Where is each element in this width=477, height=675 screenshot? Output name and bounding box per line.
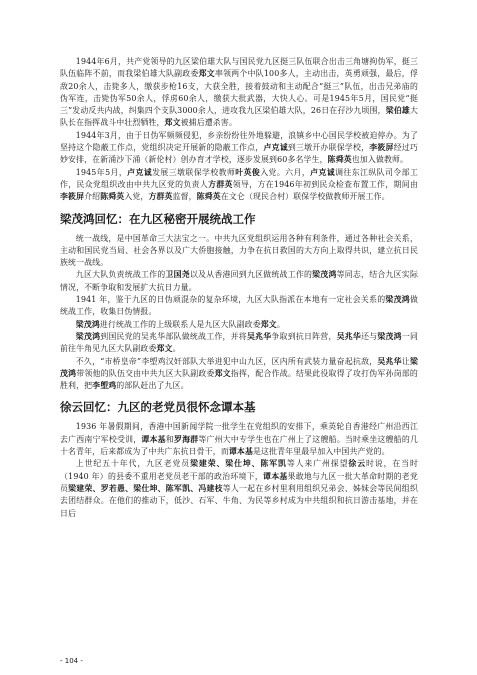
body-text: 果敢地与九区一批大革命时期的老党员 [60,471,419,493]
body-text: 带领他的队伍交由中共九区大队副政委 [76,368,215,378]
bold-name-text: 谭本基 [263,471,288,481]
body-text: 是这批青年里最早加入中国共产党的。 [252,447,390,457]
body-text: 指挥，配合作战。结果此役取得了攻打伪军孙岗部的胜利，把 [60,368,418,391]
section-1-paragraph [60,269,418,294]
bold-name-text: 卢克诚 [263,143,288,153]
body-text: 大队长在指挥战斗中壮烈牺牲， [60,106,419,128]
bold-name-text: 郑文 [198,69,215,79]
bold-name-text: 李筱屏 [60,192,85,202]
section-2-body [60,421,418,519]
section-1-paragraph [60,319,418,331]
body-text: 被捕后遭杀害。 [180,118,237,128]
bold-name-text: 谭本基 [228,447,253,457]
bold-name-text: 陈舜英 [327,155,352,165]
body-text: 等人来广州探望 [286,459,349,469]
section-1-paragraph [60,356,418,393]
bold-name-text: 陈舜英 [196,192,221,202]
body-text: 入党， [124,192,149,202]
bold-name-text: 郑文 [214,368,231,378]
body-text: 等广州大中专学生也在广州上了这艘船。当时乘坐这艘船的几十名青年，后来都成为了中共广东抗日骨干，而 [60,434,418,457]
body-text: 率领两个中队100多人，主动出击，英勇顽强，最后，俘敌20余人，击毙多人，缴获步枪16支，大获全胜，接着鼓动和主动配合“挺三”队伍，出击兄弟庙的伪军连，击毙伪军50余人，俘虏60余人，缴获大批武器，大快人心。可是1945年5月，国民党“挺三”发动反共内战，纠集四个支队3000余人，进攻我九区梁伯雄大队，26日在孖沙九顷围， [60,69,418,116]
body-text: 调往东江纵队司令部工作，民众党组织改由中共九区党的负责人 [60,167,418,189]
bold-name-text: 梁建荣、罗若愚、梁仕坤、陈军凯、冯建枝 [68,483,223,493]
bold-name-text: 吴兆华 [377,356,402,366]
body-text: 1945年5月， [75,167,128,177]
body-text: 以及从香港回到九区做统战工作的 [189,270,313,280]
body-text: 让 [401,356,410,366]
body-text: 一同前往牛角见九区大队副政委 [60,331,419,354]
bold-name-text: 梁茂鸿 [312,270,337,280]
bold-name-text: 吴兆华 [246,331,272,341]
bold-name-text: 梁建荣、梁仕坤、陈军凯 [190,459,287,469]
section-1-body [60,233,418,393]
body-text: 做统战工作，收集日伪情报。 [60,295,418,317]
bold-name-text: 郑文 [260,319,277,329]
bold-name-text: 吴兆华 [336,331,362,341]
body-text: 上世纪五十年代，九区老党员 [75,459,191,469]
body-text: 在文仑（现民合村）联保学校做教师开展工作。 [220,192,390,202]
section-1-paragraph [60,331,418,356]
body-text: 进行统战工作的上级联系人是九区大队副政委 [99,319,261,329]
body-text: 九区大队负责统战工作的 [75,270,166,280]
body-text: 也加入做教师。 [351,155,409,165]
bold-name-text: 叶英俊 [235,167,261,177]
body-text: 的部队赶出了九区。 [116,381,189,391]
body-text: 1941 年，鉴于九区的日伪顽混杂的复杂环境，九区大队指派在本地有一定社会关系的 [75,295,386,305]
body-text: 时说，在当时（1940 年）的县委不重用老党员老干部的政治环境下， [60,459,419,481]
body-text: 争取到抗日阵营， [271,331,337,341]
section-2-paragraph [60,458,418,519]
intro-section [60,56,418,204]
bold-name-text: 梁茂鸿 [75,331,101,341]
bold-name-text: 卢克诚 [310,167,336,177]
body-text: 等人一起在乡村里利用组织兄弟会、姊妹会等民间组织去团结群众。在他们的推动下，低沙、石军、牛角、为民等乡村成为中共组织和抗日游击基地，并在日后 [60,483,418,518]
body-text: 。 [276,319,285,329]
bold-name-text: 罗海群 [173,434,199,444]
bold-name-text: 徐云 [348,459,366,469]
bold-name-text: 郑文 [156,344,173,354]
bold-name-text: 李塱鸡 [92,381,117,391]
bold-name-text: 卫国尧 [165,270,190,280]
section-1-paragraph [60,233,418,270]
body-text: 等同志，结合九区实际情况，不断争取和发展扩大抗日力量。 [60,270,418,292]
bold-name-text: 梁茂鸿 [75,319,100,329]
intro-paragraph [60,130,418,167]
body-text: 领导，方在1946年初到民众检查布置工作，期间由 [232,179,419,189]
body-text: 监督， [172,192,197,202]
body-text: 入党。六月， [260,167,311,177]
section-1-paragraph [60,294,418,319]
bold-name-text: 梁茂鸿 [385,295,410,305]
body-text: 1944年3月，由于日伪军频频侵犯，乡亲纷纷往外地躲避，浪镇乡中心国民学校被迫停办。为了坚持这个隐蔽工作点，党组织决定开展新的隐蔽工作点， [60,130,418,153]
document-page [60,56,418,520]
body-text: 到国民党的吴兆华部队做统战工作，并将 [100,331,247,341]
body-text: 和 [165,434,174,444]
bold-name-text: 方群英 [148,192,173,202]
body-text: 不久，“市桥皇帝”李塱鸡汉奸部队大举进犯中山九区，区内所有武装力量奋起抗敌， [75,356,378,366]
bold-name-text: 李筱屏 [369,143,394,153]
intro-paragraph [60,56,418,130]
body-text: 。 [172,344,181,354]
bold-name-text: 卢克诚 [127,167,153,177]
section-heading-1: 梁茂鸿回忆：在九区秘密开展统战工作 [60,211,256,226]
body-text: 统一战线，是中国革命三大法宝之一。中共九区党组织运用各种有利条件，通过各种社会关系，主动和国民党当局、社会各界以及广大侨胞接触，力争在抗日救国的大方向上取得共识，建立抗日民族统一战线。 [60,233,418,268]
bold-name-text: 梁茂鸿 [60,356,418,378]
body-text: 1944年6月，共产党领导的九区梁伯雄大队与国民党九区挺三队伍联合出击三角塘拘伪军，挺三队伍临阵不前，而我梁伯雄大队副政委 [60,57,418,79]
body-text: 还与 [361,331,378,341]
intro-paragraph [60,167,418,204]
body-text: 经过巧妙安排，在新涌沙下涌（新伦村）创办育才学校，逐步发展到60多名学生， [60,143,419,165]
section-heading-2: 徐云回忆：九区的老党员很怀念谭本基 [60,400,256,415]
body-text: 到三墩开办联保学校， [287,143,370,153]
bold-name-text: 梁茂鸿 [377,331,402,341]
section-2-paragraph [60,421,418,458]
body-text: 1936 年暑假期间，香港中国新闻学院一批学生在党组织的安排下，乘英轮自香港经广州沿西江去广西南宁军校受训， [60,422,418,444]
body-text: 发展三墩联保学校教师 [152,167,236,177]
bold-name-text: 梁伯雄 [385,106,410,116]
page-number: - 104 - [60,657,83,665]
body-text: 介绍 [84,192,101,202]
bold-name-text: 郑文 [164,118,181,128]
bold-name-text: 谭本基 [141,434,166,444]
bold-name-text: 方群英 [208,179,233,189]
bold-name-text: 陈舜英 [100,192,125,202]
